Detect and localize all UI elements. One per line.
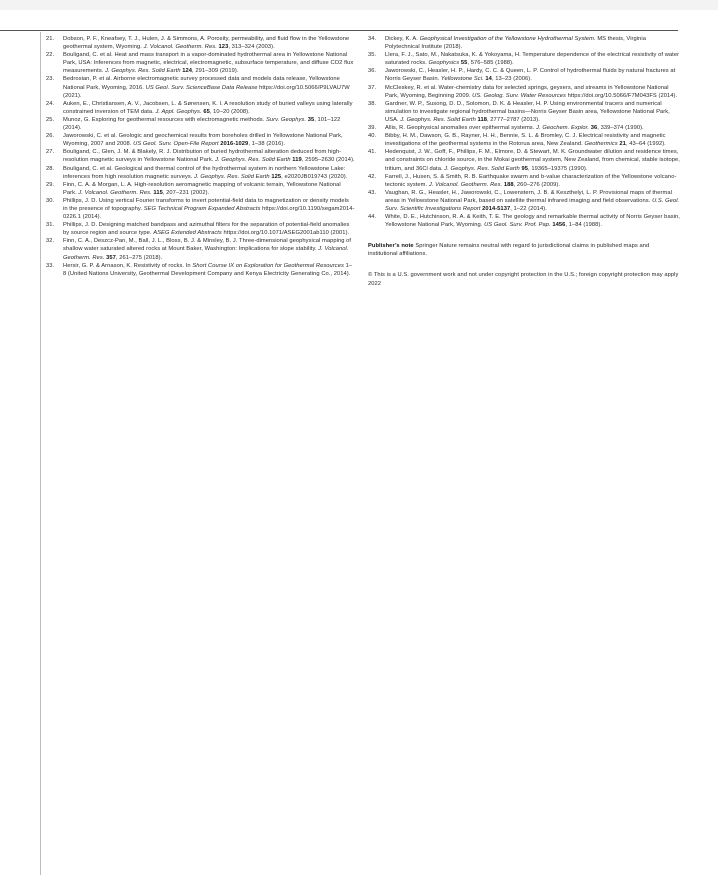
volume-number: 35 xyxy=(307,116,315,123)
reference-text: , 576–585 (1988). xyxy=(467,60,514,67)
journal-title: Yellowstone Sci. xyxy=(440,76,484,83)
reference-text: Jaworowski, C. et al. Geologic and geochemical results from boreholes drilled in Yellowstone National Park, Wyoming, 2007 and 2008. xyxy=(63,133,343,148)
reference-text: , 313–324 (2003). xyxy=(228,44,275,51)
reference-item xyxy=(46,116,355,132)
reference-text: , 339–374 (1990). xyxy=(597,125,644,132)
journal-title: J. Geochem. Explor. xyxy=(536,125,590,132)
journal-title: Geophysics xyxy=(428,60,460,67)
journal-title: U.S. Geol. Surv. Scientific Investigations Report xyxy=(385,197,680,212)
reference-number: 41. xyxy=(368,149,377,156)
volume-number: 2016-1029 xyxy=(220,141,249,148)
publisher-note-label: Publisher’s note xyxy=(368,243,414,250)
journal-title: Surv. Geophys. xyxy=(265,116,307,123)
reference-number: 28. xyxy=(46,165,55,172)
reference-item xyxy=(46,262,355,278)
doi-link-text: https://doi.org/10.1190/segam2014-0226.1 (2014). xyxy=(63,205,355,221)
reference-item xyxy=(46,100,355,116)
reference-number: 40. xyxy=(368,133,377,140)
reference-text: McCleskey, R. et al. Water-chemistry data for selected springs, geysers, and streams in Yellowstone National Park, Wyoming, Beginning 2009. xyxy=(385,84,669,99)
reference-text: , 1–84 (1988). xyxy=(565,222,603,229)
reference-text: Hedenquist, J. W., Goff, F., Phillips, F. M., Elmore, D. & Stewart, M. K. Groundwater dilution and residence times, and constraints on chloride source, in the Mokai geothermal system, New Zealand, from chemical, stable isotope, tritium, and 36Cl data. xyxy=(385,149,680,172)
volume-number: 125 xyxy=(271,173,282,180)
journal-title: US. Geolog. Surv. Water Resources xyxy=(472,92,566,99)
journal-title: J. Volcanol. Geotherm. Res. xyxy=(143,44,217,51)
reference-text: Farrell, J., Husen, S. & Smith, R. B. Earthquake swarm and b-value characterization of the Yellowstone volcano-tectonic system. xyxy=(385,173,677,188)
reference-item xyxy=(368,213,680,229)
journal-title: J. Volcanol. Geotherm. Res. xyxy=(428,181,503,188)
reference-text: Finn, C. A., Deszcz-Pan, M., Ball, J. L., Bloss, B. J. & Minsley, B. J. Three-dimensional geophysical mapping of shallow water saturated altered rocks at Mount Baker, Washington: Implications for slope stability. xyxy=(63,238,352,253)
reference-number: 24. xyxy=(46,100,55,107)
reference-text: , 19365–19375 (1990). xyxy=(528,165,588,172)
reference-number: 33. xyxy=(46,262,55,269)
top-divider xyxy=(0,30,678,31)
reference-item xyxy=(46,221,355,237)
reference-number: 34. xyxy=(368,36,377,42)
reference-item xyxy=(368,35,680,51)
journal-title: J. Appl. Geophys. xyxy=(155,108,202,115)
volume-number: 55 xyxy=(460,60,468,67)
volume-number: 14 xyxy=(485,76,492,83)
reference-number: 32. xyxy=(46,238,55,245)
reference-item xyxy=(368,124,680,132)
reference-number: 30. xyxy=(46,197,55,204)
reference-item xyxy=(46,181,355,197)
volume-number: 119 xyxy=(292,157,302,164)
reference-number: 36. xyxy=(368,68,377,75)
reference-item xyxy=(46,132,355,148)
reference-number: 35. xyxy=(368,52,377,59)
reference-text: , 2595–2630 (2014). xyxy=(301,157,355,164)
reference-text: Allis, R. Geophysical anomalies over epithermal systems. xyxy=(385,125,537,132)
journal-title: Geothermics xyxy=(584,141,618,148)
reference-number: 42. xyxy=(368,173,377,180)
journal-title: J. Geophys. Res. Solid Earth xyxy=(215,157,291,164)
journal-title: J. Geophys. Res. Solid Earth xyxy=(105,68,181,75)
journal-title: J. Volcanol. Geotherm. Res. xyxy=(78,189,152,196)
volume-number: 357 xyxy=(106,254,116,261)
reference-text: Bouligand, C. et al. Geological and thermal control of the hydrothermal system in northern Yellowstone Lake: inferences from high resolution magnetic surveys. xyxy=(63,165,346,180)
reference-number: 38. xyxy=(368,100,377,107)
volume-number: 95 xyxy=(521,165,529,172)
reference-item xyxy=(46,75,355,99)
reference-number: 22. xyxy=(46,52,55,59)
reference-text: Dobson, P. F., Kneafsey, T. J., Hulen, J. & Simmons, A. Porosity, permeability, and fluid flow in the Yellowstone geothermal system, Wyoming. xyxy=(63,36,350,51)
reference-item xyxy=(368,132,680,148)
doi-link-text: https://doi.org/10.5066/P9LVAU7W (2021). xyxy=(63,84,350,99)
reference-text: , 291–309 (2019). xyxy=(192,68,239,75)
reference-text: Bouligand, C. et al. Heat and mass transport in a vapor-dominated hydrothermal area in Yellowstone National Park, USA: Inferences from magnetic, electrical, electromagnetic, subsurface temperature, and diffuse CO2 flux measurements. xyxy=(63,52,354,75)
reference-text: Hersir, G. P. & Arnason, K. Resistivity of rocks. In xyxy=(63,262,193,269)
copyright-notice: © This is a U.S. government work and not under copyright protection in the U.S.; foreign copyright protection may apply 2022 xyxy=(368,272,679,287)
reference-number: 43. xyxy=(368,189,377,196)
reference-text: , 260–276 (2009). xyxy=(513,181,561,188)
reference-number: 23. xyxy=(46,76,55,83)
reference-text: Finn, C. A. & Morgan, L. A. High-resolution aeromagnetic mapping of volcanic terrain, Yellowstone National Park. xyxy=(63,181,341,196)
publisher-note-text: Springer Nature remains neutral with regard to jurisdictional claims in published maps and institutional affiliations. xyxy=(368,243,650,258)
reference-text: , 13–23 (2006). xyxy=(491,76,532,83)
reference-text: , 1–38 (2016). xyxy=(248,141,285,148)
reference-number: 31. xyxy=(46,222,55,229)
reference-item xyxy=(46,148,355,164)
reference-number: 26. xyxy=(46,133,55,140)
reference-number: 29. xyxy=(46,181,55,188)
references-column-left xyxy=(46,35,355,278)
journal-title: J. Volcanol. Geotherm. Res. xyxy=(63,246,349,261)
doi-link-text: https://doi.org/10.1071/ASEG2001ab110 (2001). xyxy=(221,230,350,237)
reference-item xyxy=(368,67,680,83)
reference-text: . MS thesis, Virginia Polytechnical Institute (2018). xyxy=(385,36,646,51)
reference-text: Munoz, G. Exploring for geothermal resources with electromagnetic methods. xyxy=(63,116,266,123)
reference-item xyxy=(368,100,680,124)
reference-text: Jaworowski, C., Heasler, H. P., Hardy, C. C. & Queen, L. P. Control of hydrothermal fluids by natural fractures at Norris Geyser Basin. xyxy=(385,68,676,83)
reference-text: , 261–275 (2018). xyxy=(115,254,163,261)
volume-number: 124 xyxy=(182,68,193,75)
reference-text: , 10–20 (2008). xyxy=(209,108,250,115)
reference-text: Phillips, J. D. Using vertical Fourier transforms to invert potential-field data to magnetization or density models in the presence of topography. xyxy=(63,197,349,212)
volume-number: 2014-5137 xyxy=(482,205,511,212)
publisher-note xyxy=(368,242,680,258)
doi-link-text: https://doi.org/10.5066/F7M043FS (2014). xyxy=(565,92,678,99)
volume-number: 188 xyxy=(503,181,514,188)
journal-title: US Geol. Surv. Prof. Pap. xyxy=(484,222,551,229)
volume-number: 1456 xyxy=(552,222,566,229)
journal-title: Geophysical Investigation of the Yellowstone Hydrothermal System xyxy=(419,36,595,42)
left-margin-rule xyxy=(40,32,41,875)
reference-number: 21. xyxy=(46,36,55,42)
reference-number: 39. xyxy=(368,125,377,132)
reference-text: Vaughan, R. G., Heasler, H., Jaworowski, C., Lowenstern, J. B. & Keszthelyi, L. P. Provisional maps of thermal areas in Yellowstone National Park, based on satellite thermal infrared imaging and field observations. xyxy=(385,189,672,204)
reference-item xyxy=(368,148,680,172)
reference-text: Llera, F. J., Sato, M., Nakatsuka, K. & Yokoyama, H. Temperature dependence of the electrical resistivity of water saturated rocks. xyxy=(385,52,680,67)
reference-text: Bedrosian, P. et al. Airborne electromagnetic survey processed data and models data release, Yellowstone National Park, Wyoming, 2016. xyxy=(63,76,340,91)
journal-title: ASEG Extended Abstracts xyxy=(153,230,222,237)
journal-title: US Geol. Surv. ScienceBase Data Release xyxy=(145,84,258,91)
references-column-right xyxy=(368,35,680,288)
reference-item xyxy=(368,173,680,189)
reference-text: Bouligand, C., Glen, J. M. & Blakely, R. J. Distribution of buried hydrothermal alteration deduced from high-resolution magnetic surveys in Yellowstone National Park. xyxy=(63,149,342,164)
reference-item xyxy=(46,165,355,181)
journal-title: Short Course IX on Exploration for Geothermal Resources xyxy=(192,262,344,269)
journal-title: SEG Technical Program Expanded Abstracts xyxy=(143,205,261,212)
reference-item xyxy=(368,189,680,213)
volume-number: 118 xyxy=(477,116,487,123)
reference-number: 37. xyxy=(368,84,377,91)
reference-text: Dickey, K. A. xyxy=(385,36,420,42)
reference-item xyxy=(368,84,680,100)
volume-number: 21 xyxy=(619,141,626,148)
volume-number: 123 xyxy=(218,44,229,51)
journal-title: US Geol. Surv. Open-File Report xyxy=(133,141,219,148)
journal-title: J. Geophys. Res. Solid Earth xyxy=(400,116,476,123)
reference-text: , e2020JB019743 (2020). xyxy=(281,173,348,180)
reference-text: Phillips, J. D. Designing matched bandpass and azimuthal filters for the separation of potential-field anomalies by source region and source type. xyxy=(63,222,350,237)
volume-number: 65 xyxy=(203,108,210,115)
reference-item xyxy=(46,51,355,75)
reference-number: 44. xyxy=(368,214,377,221)
reference-text: Bibby, H. M., Dawson, G. B., Rayner, H. H., Bennie, S. L. & Bromley, C. J. Electrical resistivity and magnetic investigations of the geothermal systems in the Rotorua area, New Zealand. xyxy=(385,133,666,148)
volume-number: 115 xyxy=(153,189,163,196)
reference-number: 25. xyxy=(46,116,55,123)
journal-title: J. Geophys. Res. Solid Earth xyxy=(444,165,520,172)
reference-text: 1–8 (United Nations University, Geothermal Development Company and Kenya Electricity Generating Co., 2014). xyxy=(63,262,353,277)
reference-text: , 101–122 (2014). xyxy=(63,116,341,132)
reference-text: White, D. E., Hutchinson, R. A. & Keith, T. E. The geology and remarkable thermal activity of Norris Geyser basin, Yellowstone National Park, Wyoming. xyxy=(385,214,680,229)
volume-number: 36 xyxy=(590,125,598,132)
reference-item xyxy=(46,237,355,261)
reference-item xyxy=(46,35,355,51)
reference-number: 27. xyxy=(46,149,55,156)
journal-title: J. Geophys. Res. Solid Earth xyxy=(194,173,270,180)
reference-text: , 43–64 (1992). xyxy=(625,141,666,148)
reference-text: Gardner, W. P., Susong, D. D., Solomon, D. K. & Heasler, H. P. Using environmental tracers and numerical simulation to investigate regional hydrothermal basins—Norris Geyser Basin area, Yellowstone National Park, USA. xyxy=(385,100,670,123)
reference-text: , 1–22 (2014). xyxy=(510,205,547,212)
reference-text: Auken, E., Christiansen, A. V., Jacobsen, L. & Sørensen, K. I. A resolution study of buried valleys using laterally constrained inversion of TEM data. xyxy=(63,100,353,115)
reference-text: , 207–231 (2002). xyxy=(162,189,210,196)
reference-text: , 2777–2787 (2013). xyxy=(486,116,540,123)
reference-item xyxy=(46,197,355,221)
reference-item xyxy=(368,51,680,67)
page-top-margin xyxy=(0,0,718,10)
